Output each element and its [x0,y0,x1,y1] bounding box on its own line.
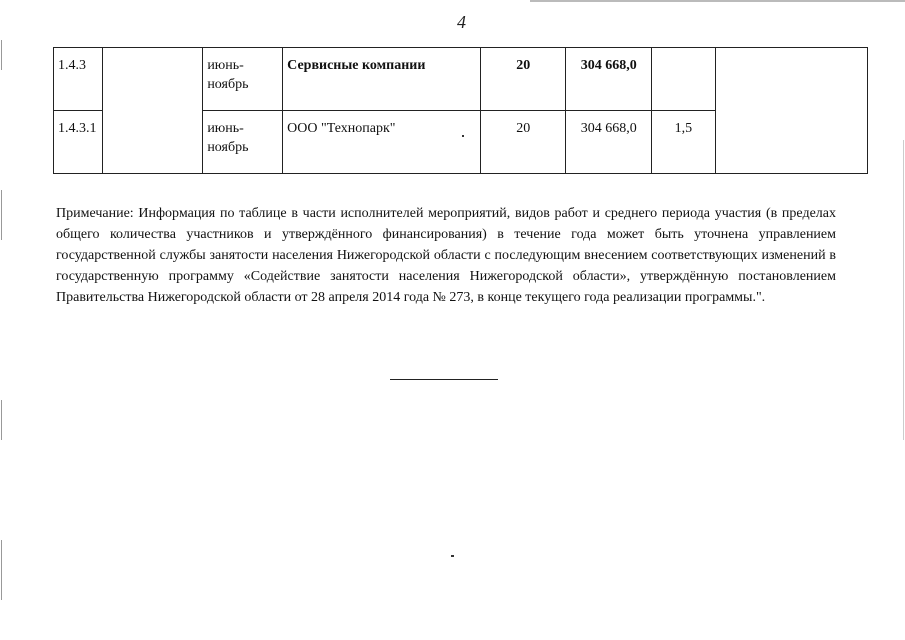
scan-edge-right [903,140,904,440]
note-paragraph: Примечание: Информация по таблице в части исполнителей мероприятий, видов работ и среднего периода участия (в пределах общего количества участников и утверждённого финансирования) в течение года может быть уточнена управлением государственной службы занятости населения Нижегородской области с последующим внесением соответствующих изменений в государственную программу «Содействие занятости населения Нижегородской области», утверждённую постановлением Правительства Нижегородской области от 28 апреля 2014 года № 273, в конце текущего года реализации программы.". [56,206,836,305]
cell-participants: 20 [481,48,566,111]
page-number: 4 [457,12,466,32]
cell-coefficient [652,48,715,111]
scan-edge-left [1,40,2,70]
cell-amount: 304 668,0 [566,48,652,111]
scan-speck [451,555,454,557]
scan-edge-top [530,0,905,2]
cell-last [715,48,867,174]
cell-number: 1.4.3.1 [54,111,103,174]
cell-period: июнь-ноябрь [203,111,283,174]
plan-table [53,47,868,174]
cell-organization: Сервисные компании [283,48,481,111]
table-row [54,48,868,111]
scan-speck [462,135,464,137]
scan-edge-left [1,540,2,600]
cell-amount: 304 668,0 [566,111,652,174]
divider-line [390,379,498,380]
cell-period: июнь-ноябрь [203,48,283,111]
scan-edge-left [1,190,2,240]
cell-organization: ООО "Технопарк" [283,111,481,174]
cell-number: 1.4.3 [54,48,103,111]
cell-coefficient: 1,5 [652,111,715,174]
cell-empty [102,48,203,174]
scan-edge-left [1,400,2,440]
cell-participants: 20 [481,111,566,174]
